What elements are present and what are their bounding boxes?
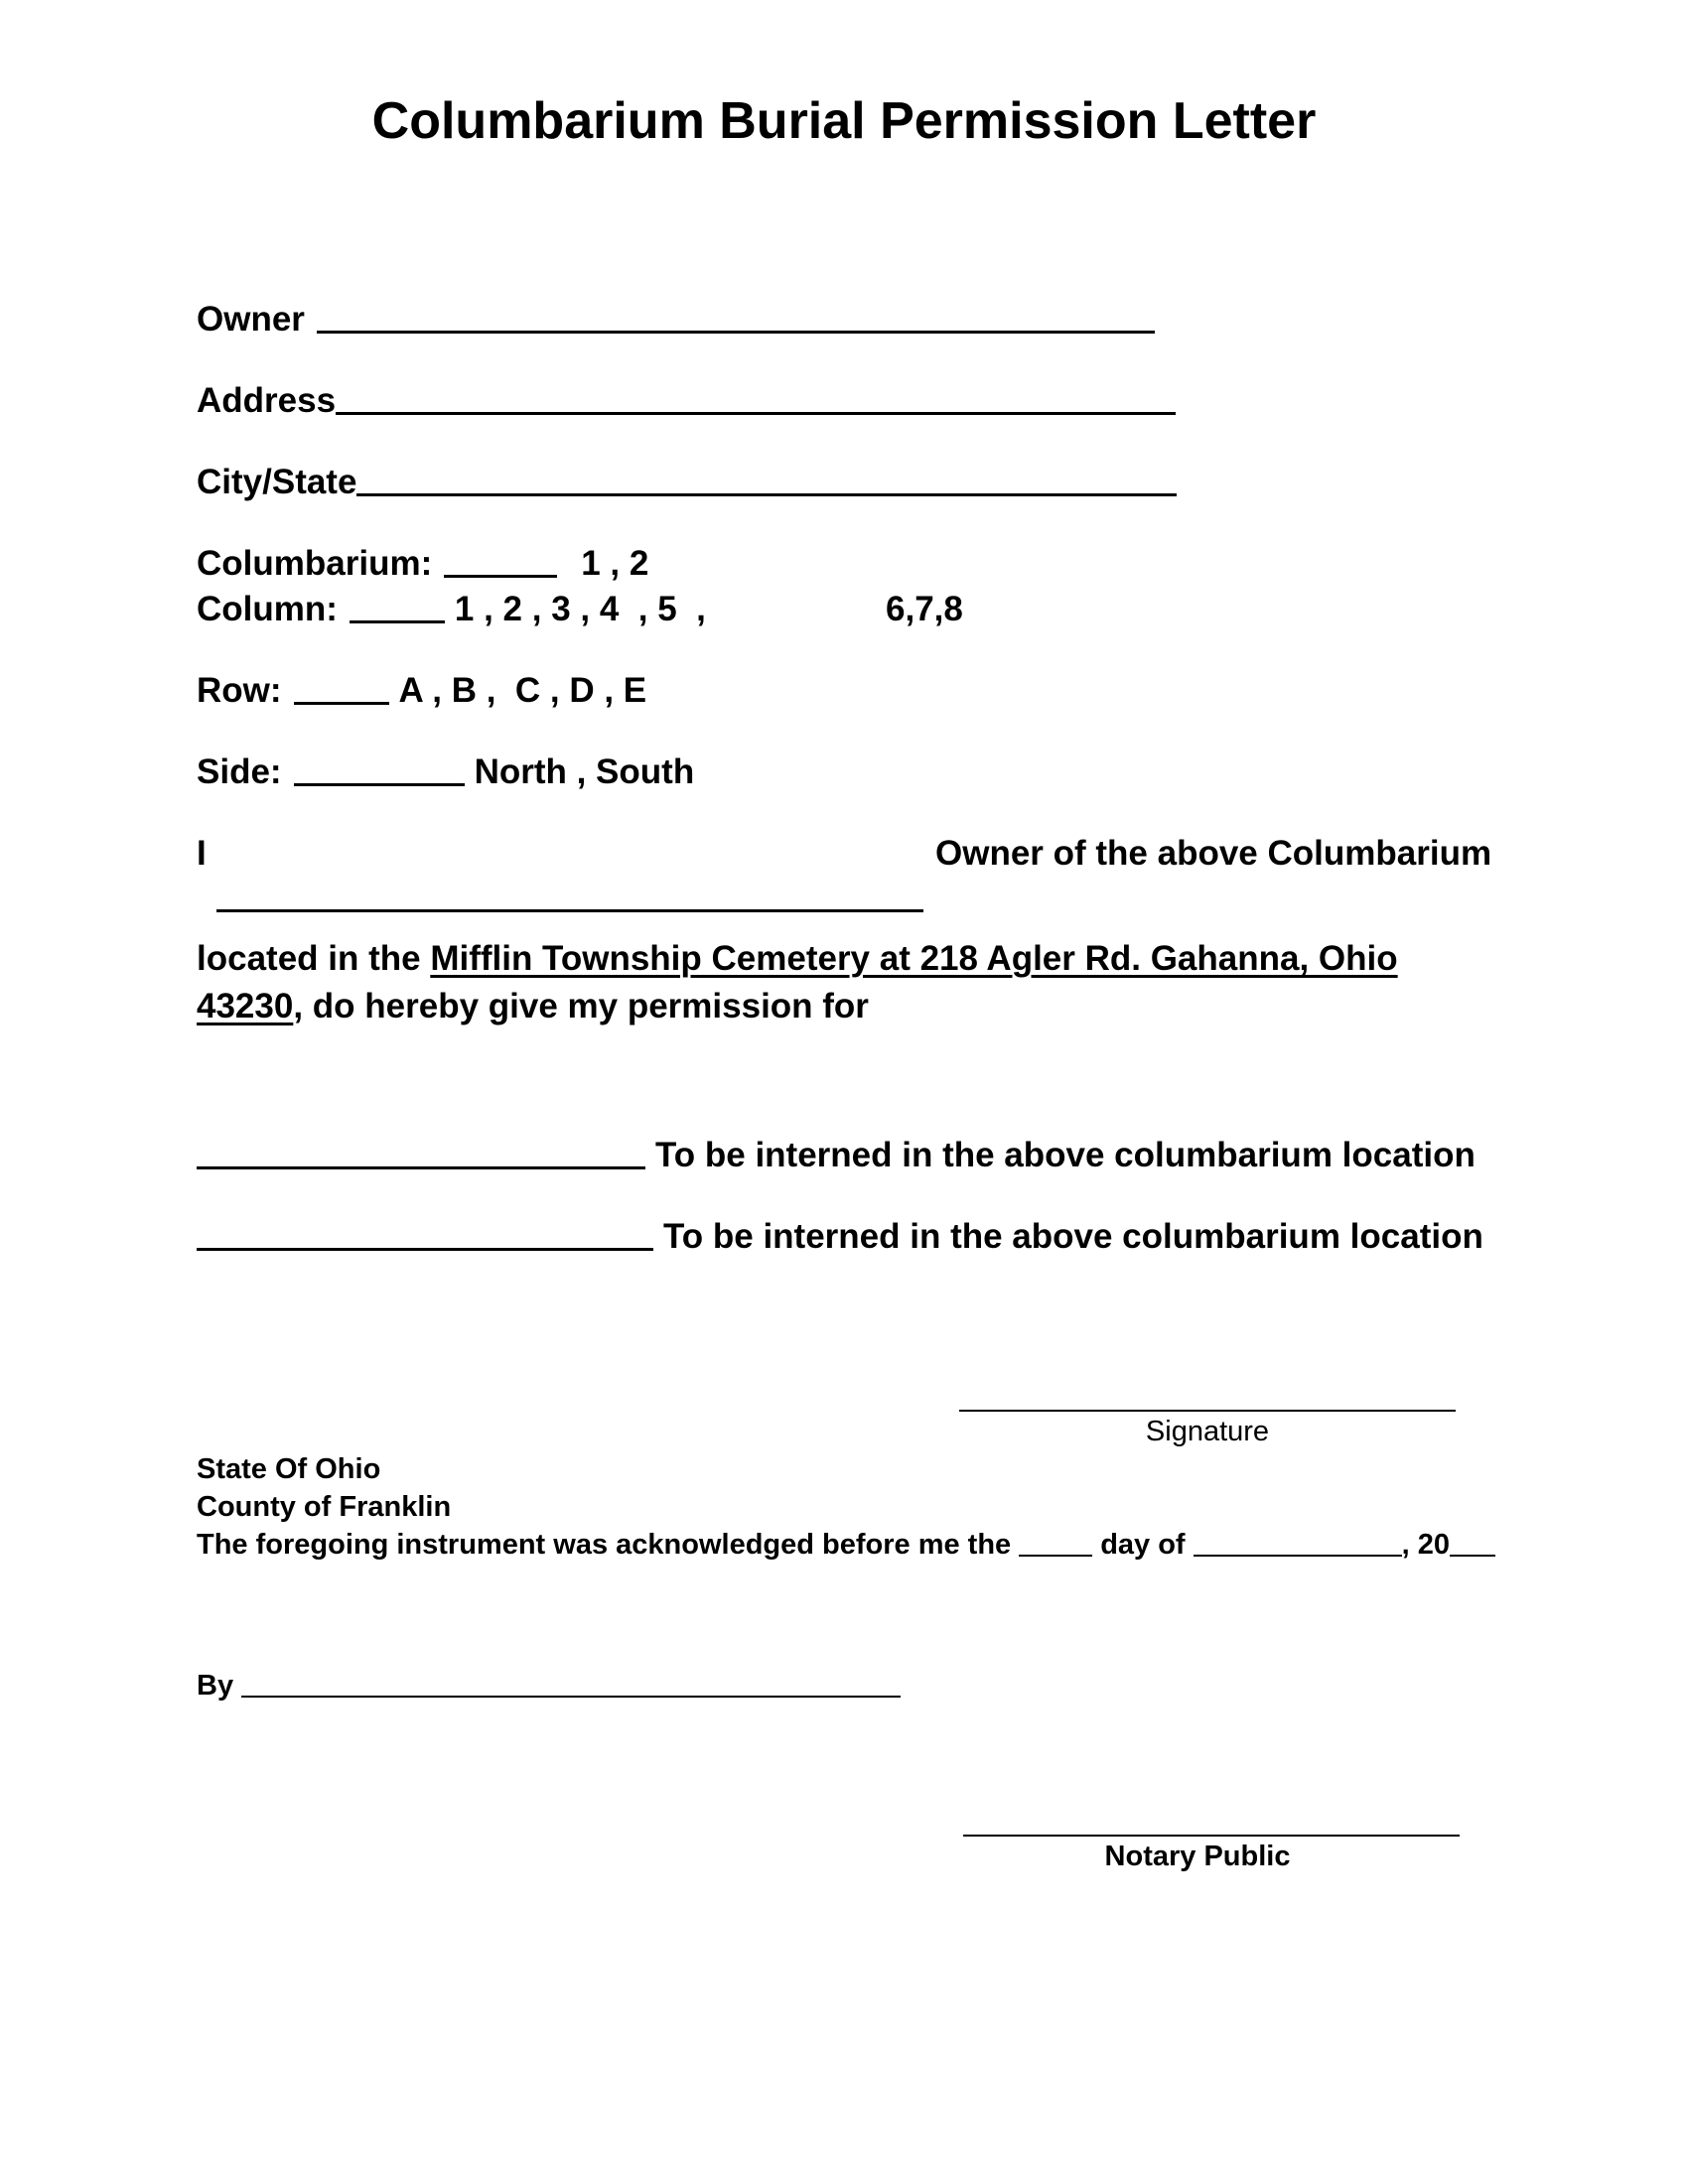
signature-line[interactable] xyxy=(959,1410,1456,1412)
ack-year-prefix: , 20 xyxy=(1401,1529,1450,1561)
notary-caption: Notary Public xyxy=(1104,1841,1291,1872)
interment-text-1: To be interned in the above columbarium location xyxy=(655,1136,1476,1174)
notary-signature-line[interactable] xyxy=(963,1835,1460,1837)
ack-month-line[interactable] xyxy=(1194,1555,1402,1557)
row-options: A , B , C , D , E xyxy=(398,671,647,710)
address-label: Address xyxy=(197,381,337,420)
side-field xyxy=(197,752,694,792)
column-options-b: 6,7,8 xyxy=(886,590,963,628)
column-options-extra xyxy=(886,590,963,629)
column-label: Column: xyxy=(197,590,338,628)
address-field xyxy=(197,381,1176,421)
by-label: By xyxy=(197,1670,234,1702)
acknowledgement-line xyxy=(197,1529,1495,1562)
i-label: I xyxy=(197,834,207,873)
interment-name-line-2[interactable] xyxy=(197,1248,653,1251)
located-suffix: , do hereby give my permission for xyxy=(293,987,869,1025)
ack-year-line[interactable] xyxy=(1450,1555,1495,1557)
address-input-line[interactable] xyxy=(336,412,1176,415)
columbarium-input-line[interactable] xyxy=(444,575,557,578)
signature-caption: Signature xyxy=(1145,1416,1270,1447)
ack-day-line[interactable] xyxy=(1019,1555,1092,1557)
city-state-label: City/State xyxy=(197,463,357,501)
by-line[interactable] xyxy=(241,1696,901,1698)
interment-name-line-1[interactable] xyxy=(197,1166,645,1169)
column-field xyxy=(197,590,706,629)
owner-input-line[interactable] xyxy=(317,331,1155,334)
column-options-a: 1 , 2 , 3 , 4 , 5 , xyxy=(454,590,706,628)
located-prefix: located in the xyxy=(197,939,431,978)
row-field xyxy=(197,671,646,711)
grantor-name-line[interactable] xyxy=(216,909,923,912)
side-options: North , South xyxy=(474,752,695,791)
county-text: County of Franklin xyxy=(197,1491,452,1523)
row-label: Row: xyxy=(197,671,282,710)
side-label: Side: xyxy=(197,752,282,791)
interment-text-2: To be interned in the above columbarium location xyxy=(663,1217,1483,1256)
owner-label: Owner xyxy=(197,300,305,339)
ack-prefix: The foregoing instrument was acknowledged before me the xyxy=(197,1529,1012,1561)
city-state-field xyxy=(197,463,1177,502)
city-state-input-line[interactable] xyxy=(356,493,1177,496)
cemetery-address: Mifflin Township Cemetery at 218 Agler Rd. Gahanna, Ohio 43230 xyxy=(197,939,1398,1025)
owner-of-above-text: Owner of the above Columbarium xyxy=(935,834,1492,873)
row-input-line[interactable] xyxy=(294,702,389,705)
interment-row-1 xyxy=(197,1136,1476,1175)
ack-day-text: day of xyxy=(1100,1529,1186,1561)
location-paragraph xyxy=(197,935,1448,1030)
by-field xyxy=(197,1670,901,1703)
columbarium-options: 1 , 2 xyxy=(581,544,649,583)
interment-row-2 xyxy=(197,1217,1483,1257)
state-text: State Of Ohio xyxy=(197,1453,381,1485)
document-title: Columbarium Burial Permission Letter xyxy=(371,92,1317,150)
column-input-line[interactable] xyxy=(350,620,445,623)
columbarium-field xyxy=(197,544,648,584)
owner-field xyxy=(197,300,1155,340)
columbarium-label: Columbarium: xyxy=(197,544,433,583)
side-input-line[interactable] xyxy=(294,783,465,786)
